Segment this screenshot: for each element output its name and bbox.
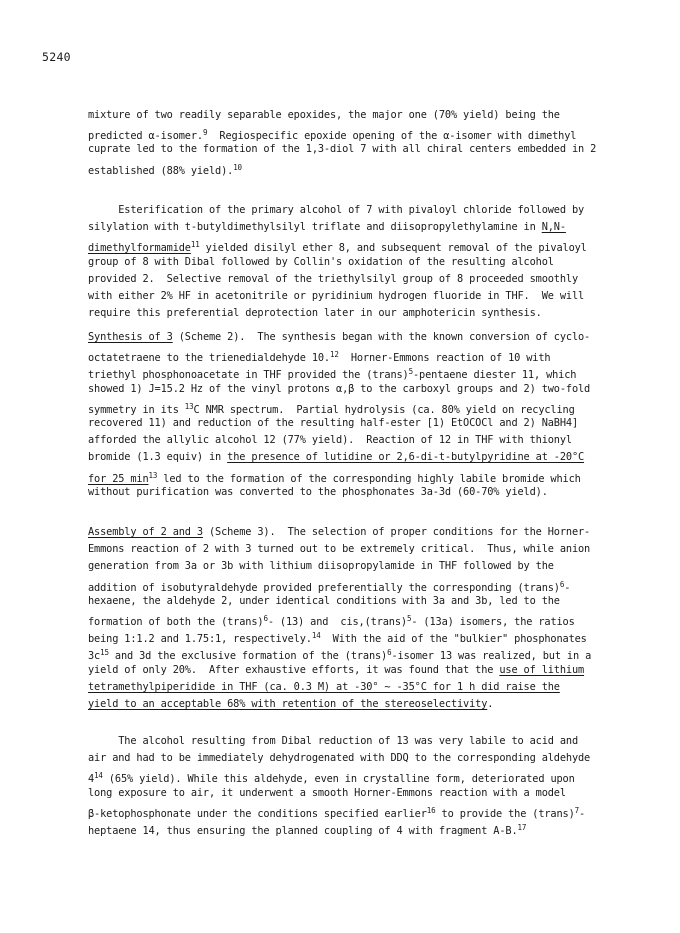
- text-line: [88, 785, 648, 802]
- text-run: symmetry in its: [88, 403, 185, 416]
- text-run: recovered 11) and reduction of the resulting half-ester [1) EtOCOCl and 2) NaBH4]: [88, 416, 578, 429]
- text-line: [88, 449, 648, 466]
- text-run: formation of both the (trans): [88, 615, 264, 628]
- text-line: [88, 271, 648, 288]
- text-run: cuprate led to the formation of the 1,3-diol 7 with all chiral centers embedded in 2: [88, 143, 597, 156]
- underlined-text: tetramethylpiperidide in THF (ca. 0.3 M) at -30° ~ -35°C for 1 h did raise the: [88, 680, 560, 693]
- text-run: yielded disilyl ether 8, and subsequent removal of the pivaloyl: [199, 242, 587, 255]
- text-line: [88, 819, 648, 836]
- superscript: 17: [517, 822, 527, 832]
- text-run: long exposure to air, it underwent a smooth Horner-Emmons reaction with a model: [88, 786, 566, 799]
- text-run: bromide (1.3 equiv) in: [88, 451, 228, 464]
- text-run: (Scheme 2). The synthesis began with the known conversion of cyclo-: [172, 331, 591, 343]
- text-line: [88, 467, 648, 484]
- text-line: [88, 524, 648, 541]
- text-run: Regiospecific epoxide opening of the α-isomer with dimethyl: [207, 130, 577, 143]
- text-line: [88, 159, 648, 176]
- text-line: [88, 124, 648, 141]
- underlined-text: Assembly of 2 and 3: [88, 526, 203, 538]
- text-run: Emmons reaction of 2 with 3 turned out to be extremely critical. Thus, while anion: [88, 543, 591, 556]
- superscript: 15: [100, 648, 109, 658]
- text-run: -: [564, 581, 571, 594]
- text-line: [88, 484, 648, 501]
- text-run: -: [579, 807, 586, 820]
- text-run: yield of only 20%. After exhaustive efforts, it was found that the: [88, 663, 500, 676]
- text-run: Esterification of the primary alcohol of 7 with pivaloyl chloride followed by: [88, 204, 585, 216]
- text-line: [88, 558, 648, 575]
- text-run: 4: [88, 773, 95, 786]
- text-run: led to the formation of the corresponding highly labile bromide which: [157, 472, 581, 485]
- text-line: [88, 305, 648, 322]
- text-run: heptaene 14, thus ensuring the planned coupling of 4 with fragment A-B.: [88, 824, 518, 837]
- superscript: 14: [311, 631, 321, 641]
- text-run: β-ketophosphonate under the conditions specified earlier: [88, 807, 427, 820]
- text-line: [88, 432, 648, 449]
- text-line: [88, 381, 648, 398]
- text-line: [88, 141, 648, 158]
- paragraph-epoxide-opening: [88, 107, 648, 176]
- text-line: [88, 644, 648, 661]
- text-run: group of 8 with Dibal followed by Collin's oxidation of the resulting alcohol: [88, 255, 554, 268]
- text-line: [88, 346, 648, 363]
- text-run: hexaene, the aldehyde 2, under identical conditions with 3a and 3b, led to the: [88, 594, 560, 607]
- superscript: 5: [406, 613, 412, 623]
- superscript: 5: [408, 367, 413, 377]
- paragraph-dibal-reduction: [88, 733, 648, 836]
- text-line: [88, 733, 648, 750]
- text-line: [88, 219, 648, 236]
- text-run: addition of isobutyraldehyde provided preferentially the corresponding (trans): [88, 581, 560, 594]
- text-run: with either 2% HF in acetonitrile or pyridinium hydrogen fluoride in THF. We will: [88, 289, 585, 302]
- superscript: 6: [387, 648, 392, 658]
- superscript: 6: [559, 579, 565, 589]
- paragraph-esterification: [88, 202, 648, 322]
- text-run: afforded the allylic alcohol 12 (77% yield). Reaction of 12 in THF with thionyl: [88, 434, 572, 447]
- text-run: and 3d the exclusive formation of the (trans): [108, 650, 388, 663]
- text-line: [88, 288, 648, 305]
- superscript: 6: [263, 613, 268, 623]
- text-run: mixture of two readily separable epoxides, the major one (70% yield) being the: [88, 109, 560, 121]
- text-run: Horner-Emmons reaction of 10 with: [338, 352, 551, 365]
- text-run: being 1:1.2 and 1.75:1, respectively.: [88, 633, 312, 646]
- underlined-text: the presence of lutidine or 2,6-di-t-butylpyridine at -20°C: [227, 451, 585, 464]
- text-line: [88, 541, 648, 558]
- superscript: 16: [426, 805, 436, 815]
- text-line: [88, 750, 648, 767]
- text-run: predicted α-isomer.: [88, 130, 203, 143]
- underlined-text: dimethylformamide: [88, 242, 191, 255]
- text-run: established (88% yield).: [88, 164, 234, 177]
- text-run: -pentaene diester 11, which: [413, 369, 577, 382]
- text-run: - (13a) isomers, the ratios: [411, 615, 575, 628]
- text-run: .: [487, 697, 494, 710]
- superscript: 7: [574, 805, 580, 815]
- text-line: [88, 627, 648, 644]
- text-line: [88, 767, 648, 784]
- underlined-text: N,N-: [541, 221, 566, 234]
- text-line: [88, 696, 648, 713]
- text-run: showed 1) J=15.2 Hz of the vinyl protons α,β to the carboxyl groups and 2) two-fold: [88, 382, 591, 395]
- paragraph-synthesis-of-3: [88, 329, 648, 501]
- text-run: -isomer 13 was realized, but in a: [391, 650, 592, 663]
- text-line: [88, 236, 648, 253]
- underlined-text: for 25 min: [88, 472, 149, 485]
- paragraph-assembly-of-2-and-3: [88, 524, 648, 713]
- text-run: octatetraene to the trienedialdehyde 10.: [88, 352, 330, 365]
- underlined-text: use of lithium: [499, 663, 585, 676]
- superscript: 13: [184, 401, 194, 411]
- superscript: 13: [148, 470, 158, 480]
- text-run: With the aid of the "bulkier" phosphonates: [320, 633, 587, 646]
- text-line: [88, 576, 648, 593]
- text-run: generation from 3a or 3b with lithium diisopropylamide in THF followed by the: [88, 560, 554, 573]
- text-run: silylation with t-butyldimethylsilyl triflate and diisopropylethylamine in: [88, 221, 542, 234]
- text-line: [88, 662, 648, 679]
- text-run: provided 2. Selective removal of the triethylsilyl group of 8 proceeded smoothly: [88, 272, 578, 285]
- text-line: [88, 679, 648, 696]
- text-line: [88, 202, 648, 219]
- text-run: air and had to be immediately dehydrogenated with DDQ to the corresponding aldehyde: [88, 752, 591, 765]
- superscript: 14: [94, 771, 103, 781]
- underlined-text: Synthesis of 3: [88, 331, 173, 343]
- text-line: [88, 398, 648, 415]
- text-line: [88, 107, 648, 124]
- text-run: 3c: [88, 650, 101, 663]
- underlined-text: yield to an acceptable 68% with retention of the stereoselectivity: [88, 697, 488, 710]
- page-number: 5240: [42, 50, 71, 64]
- text-run: (Scheme 3). The selection of proper conditions for the Horner-: [202, 526, 591, 538]
- text-line: [88, 415, 648, 432]
- superscript: 9: [202, 128, 208, 138]
- text-run: without purification was converted to the phosphonates 3a-3d (60-70% yield).: [88, 485, 548, 498]
- text-line: [88, 593, 648, 610]
- text-line: [88, 329, 648, 346]
- text-run: The alcohol resulting from Dibal reduction of 13 was very labile to acid and: [88, 735, 578, 747]
- text-line: [88, 802, 648, 819]
- text-line: [88, 363, 648, 380]
- text-run: triethyl phosphonoacetate in THF provided the (trans): [88, 369, 409, 382]
- text-run: C NMR spectrum. Partial hydrolysis (ca. 80% yield on recycling: [193, 403, 575, 416]
- text-run: to provide the (trans): [435, 807, 575, 820]
- text-line: [88, 254, 648, 271]
- text-run: (65% yield). While this aldehyde, even in crystalline form, deteriorated upon: [102, 773, 575, 786]
- text-run: - (13) and cis,(trans): [267, 615, 407, 628]
- superscript: 10: [233, 162, 242, 172]
- text-line: [88, 610, 648, 627]
- text-run: require this preferential deprotection later in our amphotericin synthesis.: [88, 307, 542, 320]
- superscript: 12: [329, 350, 339, 360]
- superscript: 11: [190, 240, 200, 250]
